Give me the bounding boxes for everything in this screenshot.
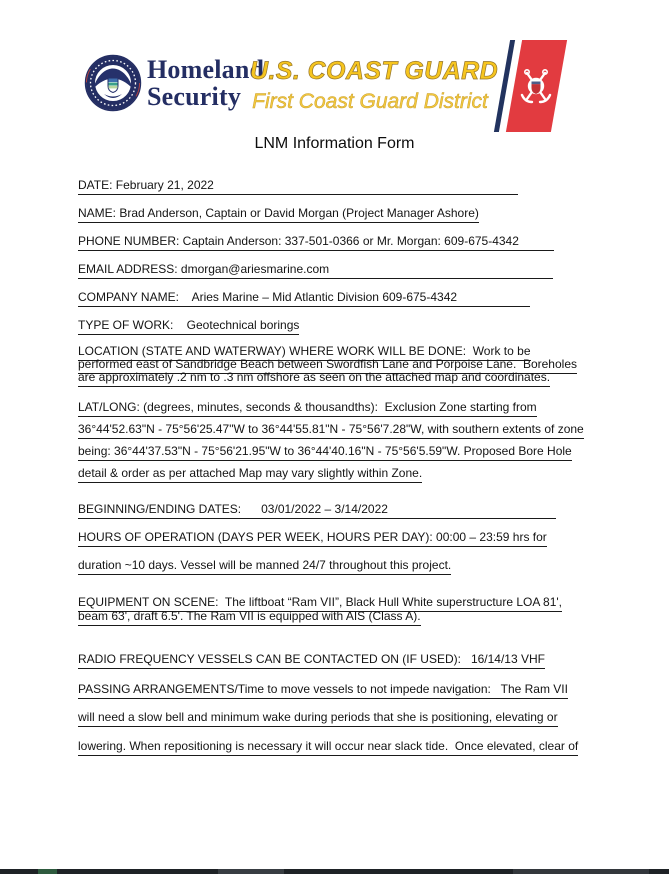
latlong-line-1: LAT/LONG: (degrees, minutes, seconds & thousandths): Exclusion Zone starting from bbox=[78, 400, 537, 417]
uscg-subtitle: First Coast Guard District bbox=[252, 90, 488, 113]
uscg-racing-stripe-icon bbox=[490, 40, 590, 132]
field-type-of-work: TYPE OF WORK: Geotechnical borings bbox=[78, 318, 299, 335]
taskbar-active-app-indicator[interactable] bbox=[38, 869, 57, 874]
taskbar-window-button[interactable] bbox=[218, 869, 284, 874]
dhs-wordmark bbox=[147, 56, 264, 110]
passing-line-2: will need a slow bell and minimum wake during periods that she is positioning, elevating or bbox=[78, 710, 558, 727]
hours-line-2: duration ~10 days. Vessel will be manned 24/7 throughout this project. bbox=[78, 558, 451, 575]
location-line-1: LOCATION (STATE AND WATERWAY) WHERE WORK WILL BE DONE: Work to be bbox=[78, 344, 531, 361]
latlong-line-3: being: 36°44'37.53"N - 75°56'21.95"W to 36°44'40.16"N - 75°56'5.59"W. Proposed Bore Hole bbox=[78, 444, 572, 461]
location-line-2: performed east of Sandbridge Beach between Swordfish Lane and Porpoise Lane. Boreholes bbox=[78, 357, 577, 374]
uscg-anchor-emblem-icon bbox=[518, 66, 554, 106]
latlong-line-4: detail & order as per attached Map may vary slightly within Zone. bbox=[78, 466, 422, 483]
location-line-3: are approximately .2 nm to .3 nm offshore as seen on the attached map and coordinates. bbox=[78, 370, 550, 387]
field-email: EMAIL ADDRESS: dmorgan@ariesmarine.com bbox=[78, 262, 553, 279]
form-title: LNM Information Form bbox=[254, 135, 415, 152]
taskbar bbox=[0, 869, 669, 874]
field-beginning-ending-dates: BEGINNING/ENDING DATES: 03/01/2022 – 3/14/2022 bbox=[78, 502, 556, 519]
uscg-wordmark bbox=[250, 57, 499, 114]
field-company: COMPANY NAME: Aries Marine – Mid Atlantic Division 609-675-4342 bbox=[78, 290, 530, 307]
passing-line-1: PASSING ARRANGEMENTS/Time to move vessels to not impede navigation: The Ram VII bbox=[78, 682, 568, 699]
dhs-wordmark-line1: Homeland bbox=[147, 55, 265, 84]
field-phone: PHONE NUMBER: Captain Anderson: 337-501-0366 or Mr. Morgan: 609-675-4342 bbox=[78, 234, 554, 251]
hours-line-1: HOURS OF OPERATION (DAYS PER WEEK, HOURS PER DAY): 00:00 – 23:59 hrs for bbox=[78, 530, 547, 547]
equipment-line-2: beam 63', draft 6.5'. The Ram VII is equipped with AIS (Class A). bbox=[78, 609, 421, 626]
field-date: DATE: February 21, 2022 bbox=[78, 178, 518, 195]
equipment-line-1: EQUIPMENT ON SCENE: The liftboat “Ram VII”, Black Hull White superstructure LOA 81', bbox=[78, 595, 562, 612]
dhs-wordmark-line2: Security bbox=[147, 82, 242, 111]
passing-line-3: lowering. When repositioning is necessary it will occur near slack tide. Once elevated, clear of bbox=[78, 739, 578, 756]
field-radio-frequency: RADIO FREQUENCY VESSELS CAN BE CONTACTED ON (IF USED): 16/14/13 VHF bbox=[78, 652, 545, 669]
dhs-logo bbox=[84, 54, 264, 112]
taskbar-tray-area[interactable] bbox=[513, 869, 649, 874]
field-name: NAME: Brad Anderson, Captain or David Morgan (Project Manager Ashore) bbox=[78, 206, 479, 223]
latlong-line-2: 36°44'52.63"N - 75°56'25.47"W to 36°44'55.81"N - 75°56'7.28"W, with southern extents of zone bbox=[78, 422, 584, 439]
uscg-title: U.S. COAST GUARD bbox=[250, 57, 499, 85]
dhs-seal-icon bbox=[84, 54, 142, 112]
